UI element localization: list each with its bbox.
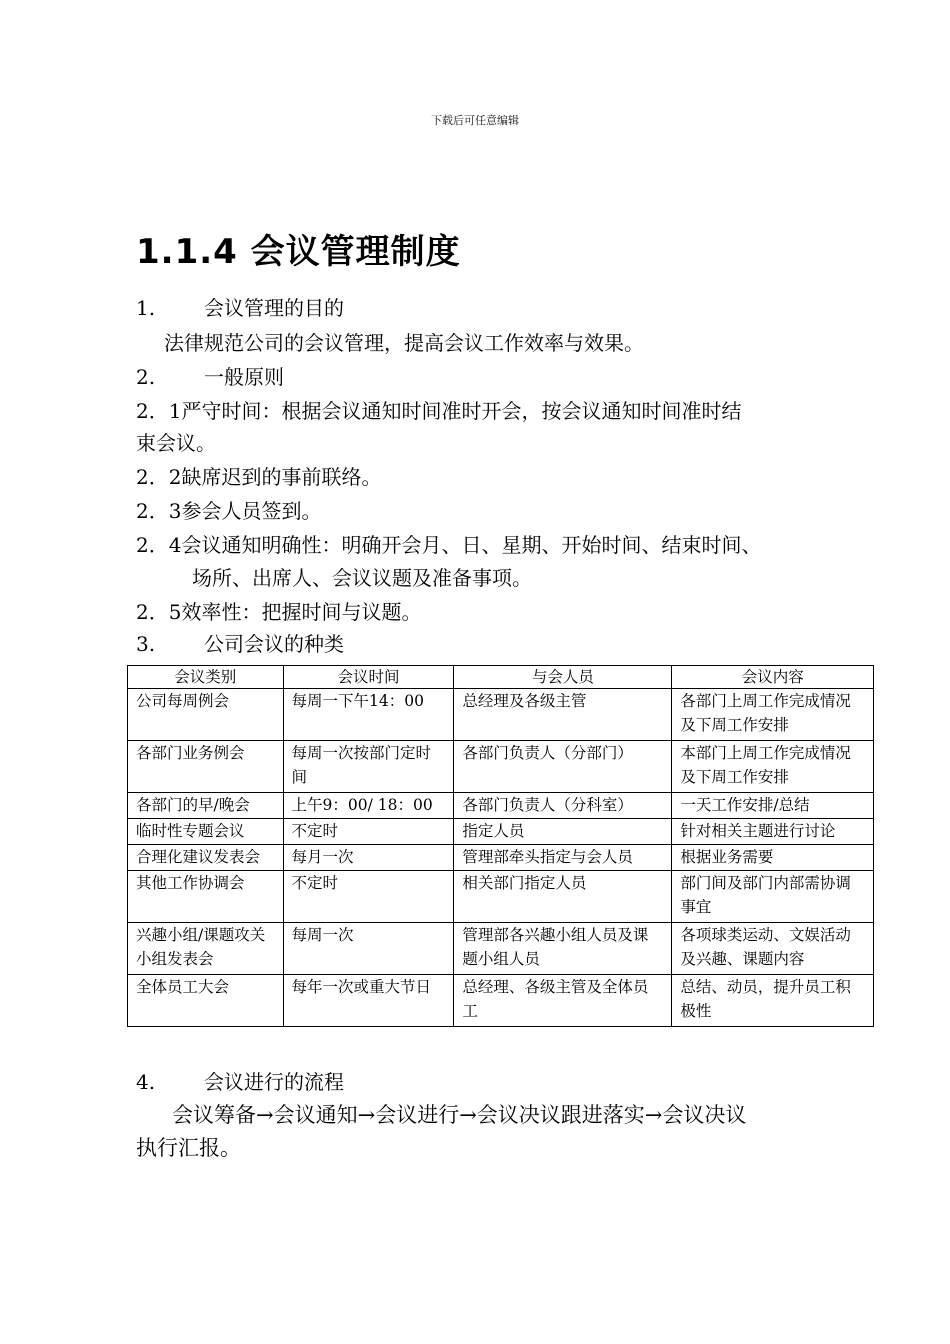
cell-content: 各部门上周工作完成情况及下周工作安排 xyxy=(672,689,874,741)
cell-attendees: 指定人员 xyxy=(454,819,672,845)
cell-time: 每周一次按部门定时间 xyxy=(283,741,454,793)
section-3-number: 3. xyxy=(136,632,156,656)
section-1-heading xyxy=(136,296,344,320)
cell-attendees: 管理部各兴趣小组人员及课题小组人员 xyxy=(454,923,672,975)
cell-attendees: 管理部牵头指定与会人员 xyxy=(454,845,672,871)
cell-time: 每周一次 xyxy=(283,923,454,975)
header-category: 会议类别 xyxy=(128,666,284,689)
cell-category: 全体员工大会 xyxy=(128,975,284,1027)
cell-category: 公司每周例会 xyxy=(128,689,284,741)
header-attendees: 与会人员 xyxy=(454,666,672,689)
cell-time: 不定时 xyxy=(283,871,454,923)
section-3-title: 公司会议的种类 xyxy=(204,632,344,656)
cell-category: 兴趣小组/课题攻关小组发表会 xyxy=(128,923,284,975)
cell-time: 每周一下午14：00 xyxy=(283,689,454,741)
principle-2-3: 2．3参会人员签到。 xyxy=(136,499,322,523)
cell-content: 根据业务需要 xyxy=(672,845,874,871)
principle-2-2: 2．2缺席迟到的事前联络。 xyxy=(136,465,382,489)
cell-time: 每年一次或重大节日 xyxy=(283,975,454,1027)
cell-content: 针对相关主题进行讨论 xyxy=(672,819,874,845)
cell-category: 合理化建议发表会 xyxy=(128,845,284,871)
cell-content: 一天工作安排/总结 xyxy=(672,793,874,819)
process-flow-line2: 执行汇报。 xyxy=(136,1136,241,1160)
cell-category: 各部门的早/晚会 xyxy=(128,793,284,819)
section-4-heading xyxy=(136,1070,344,1094)
cell-attendees: 各部门负责人（分部门） xyxy=(454,741,672,793)
section-2-number: 2. xyxy=(136,365,156,389)
cell-content: 部门间及部门内部需协调事宜 xyxy=(672,871,874,923)
meeting-types-table xyxy=(127,665,874,1027)
header-content: 会议内容 xyxy=(672,666,874,689)
page-title: 1.1.4 会议管理制度 xyxy=(136,232,461,272)
cell-attendees: 相关部门指定人员 xyxy=(454,871,672,923)
principle-2-1-line2: 束会议。 xyxy=(136,431,216,455)
table-row xyxy=(128,845,874,871)
section-2-heading xyxy=(136,365,284,389)
table-row xyxy=(128,689,874,741)
cell-time: 每月一次 xyxy=(283,845,454,871)
cell-attendees: 各部门负责人（分科室） xyxy=(454,793,672,819)
section-4-title: 会议进行的流程 xyxy=(204,1070,344,1094)
cell-attendees: 总经理、各级主管及全体员工 xyxy=(454,975,672,1027)
cell-time: 不定时 xyxy=(283,819,454,845)
process-flow-line1: 会议筹备→会议通知→会议进行→会议决议跟进落实→会议决议 xyxy=(172,1103,747,1127)
principle-2-4-line2: 场所、出席人、会议议题及准备事项。 xyxy=(192,566,532,590)
cell-category: 各部门业务例会 xyxy=(128,741,284,793)
table-row xyxy=(128,975,874,1027)
cell-content: 总结、动员，提升员工积极性 xyxy=(672,975,874,1027)
table-row xyxy=(128,871,874,923)
table-row xyxy=(128,923,874,975)
table-row xyxy=(128,793,874,819)
section-2-title: 一般原则 xyxy=(204,365,284,389)
cell-category: 其他工作协调会 xyxy=(128,871,284,923)
cell-category: 临时性专题会议 xyxy=(128,819,284,845)
section-1-body: 法律规范公司的会议管理，提高会议工作效率与效果。 xyxy=(164,331,644,355)
header-note: 下载后可任意编辑 xyxy=(431,114,519,127)
cell-content: 各项球类运动、文娱活动及兴趣、课题内容 xyxy=(672,923,874,975)
table-row xyxy=(128,819,874,845)
cell-content: 本部门上周工作完成情况及下周工作安排 xyxy=(672,741,874,793)
section-3-heading xyxy=(136,632,344,656)
header-time: 会议时间 xyxy=(283,666,454,689)
cell-time: 上午9：00/ 18：00 xyxy=(283,793,454,819)
table-row xyxy=(128,741,874,793)
table-header-row xyxy=(128,666,874,689)
principle-2-1-line1: 2．1严守时间：根据会议通知时间准时开会，按会议通知时间准时结 xyxy=(136,399,742,423)
section-1-title: 会议管理的目的 xyxy=(204,296,344,320)
cell-attendees: 总经理及各级主管 xyxy=(454,689,672,741)
principle-2-5: 2．5效率性：把握时间与议题。 xyxy=(136,600,422,624)
section-4-number: 4. xyxy=(136,1070,156,1094)
principle-2-4-line1: 2．4会议通知明确性：明确开会月、日、星期、开始时间、结束时间、 xyxy=(136,533,762,557)
section-1-number: 1. xyxy=(136,296,156,320)
